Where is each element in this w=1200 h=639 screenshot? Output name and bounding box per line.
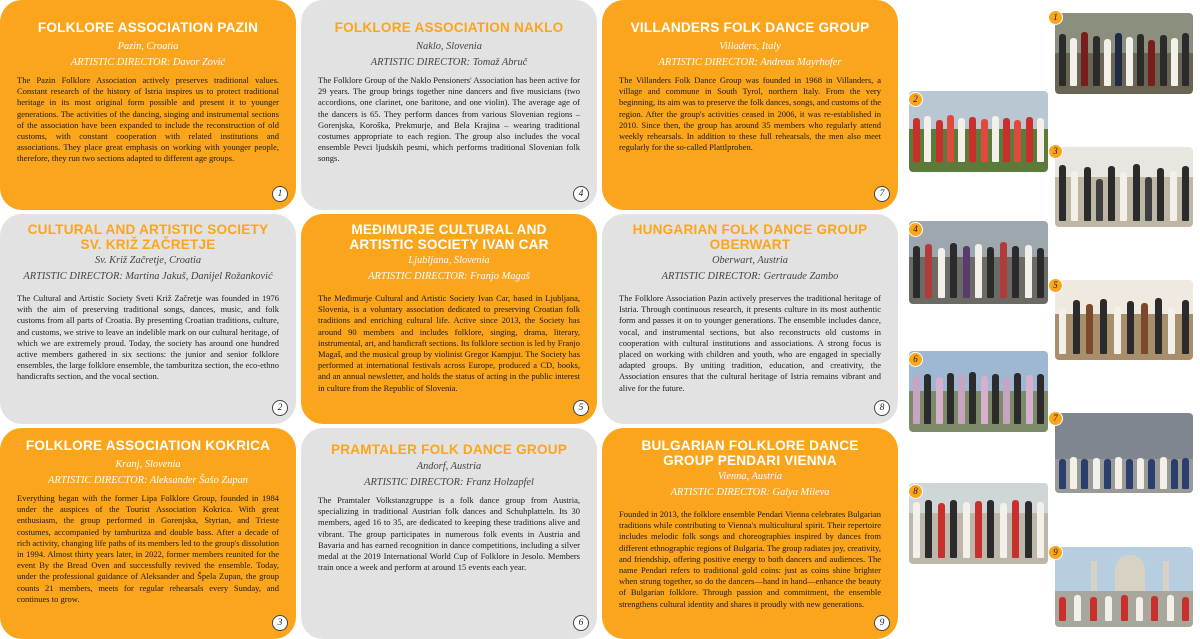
card-number-badge: 5 [573, 400, 589, 416]
photo-group-9 [1055, 547, 1193, 627]
photo-number-badge: 5 [1048, 278, 1063, 293]
photo-group-8 [909, 483, 1048, 564]
group-description: Founded in 2013, the folklore ensemble Pendari Vienna celebrates Bulgarian traditions while contributing to Vienna's multicultural spirit. Their repertoire includes melodic folk songs and choreographies inspired by dances from different ethnographic regions of Bulgaria. The group radiates joy, creativity, and friendship, offering positive energy to both dancers and audiences. The name Pendari refers to traditional gold coins: just as coins shine brighter when strung together, so do the dancers—hand in hand—enhance the beauty of Bulgarian folklore. Through passion and commitment, the ensemble strengthens cultural identity and shares it proudly with new generations. [619, 509, 881, 609]
photo-number-badge: 1 [1048, 10, 1063, 25]
group-description: The Cultural and Artistic Society Sveti Križ Začretje was founded in 1976 with the aim of preserving traditional songs, dances, music, and folk customs from all parts of Croatia. By presenting Croatian traditions, culture, and customs, we strive to leave an indelible mark on our cultural heritage, of which we are extremely proud. Today, the society has around one hundred active members gathered in six sections: the junior and senior folklore ensembles, the large folklore ensemble, the tamburitza section, the eco-ethno handicrafts section, and the vocal section. [17, 293, 279, 382]
photo-group-2 [909, 91, 1048, 172]
photo-number-badge: 8 [908, 484, 923, 499]
group-card [301, 214, 597, 424]
photo-number-badge: 2 [908, 92, 923, 107]
group-card [301, 428, 597, 639]
card-number-badge: 9 [874, 615, 890, 631]
photo-group-6 [909, 351, 1048, 432]
card-number-badge: 7 [874, 186, 890, 202]
group-location: Sv. Križ Začretje, Croatia [94, 255, 202, 266]
group-location: Villaders, Italy [719, 41, 781, 52]
artistic-director: ARTISTIC DIRECTOR: Andreas Mayrhofer [658, 57, 842, 68]
group-description: Everything began with the former Lipa Folklore Group, founded in 1984 under the auspices of the Tourist Association Kokrica. With great enthusiasm, the group performed in Gorenjska, Styrian, and Trieste costumes, accompanied by tamburitza and double bass. After a decade of rich activity, changing life paths of its members led to the group's dissolution in 1994. Almost thirty years later, in 2022, former members reunited for the event By the Bread Oven and successfully revived the ensemble. Today, under the professional guidance of Aleksander and Špela Zupan, the group counts 21 members, meets for regular rehearsals every Sunday, and continues to grow. [17, 493, 279, 604]
group-title: HUNGARIAN FOLK DANCE GROUP OBERWART [632, 222, 868, 252]
photo-number-badge: 9 [1048, 545, 1063, 560]
group-card [301, 0, 597, 210]
group-card [602, 0, 898, 210]
artistic-director: ARTISTIC DIRECTOR: Davor Zović [70, 57, 226, 68]
group-title: FOLKLORE ASSOCIATION KOKRICA [25, 438, 271, 453]
group-card [0, 428, 296, 639]
card-number-badge: 3 [272, 615, 288, 631]
artistic-director: ARTISTIC DIRECTOR: Galya Mileva [670, 487, 830, 498]
group-location: Ljubljana, Slovenia [408, 255, 490, 266]
group-location: Naklo, Slovenia [416, 41, 482, 52]
photo-number-badge: 6 [908, 352, 923, 367]
artistic-director: ARTISTIC DIRECTOR: Franz Holzapfel [364, 477, 534, 488]
group-card [0, 0, 296, 210]
group-description: The Međimurje Cultural and Artistic Society Ivan Car, based in Ljubljana, Slovenia, is a voluntary association dedicated to preserving Croatian folk traditions and enriching cultural life. Active since 2013, the Society has around 90 members and includes folklore, singing, drama, literary, instrumental, art, and handicraft sections. Its folklore section is led by Franjo Magaš, and the musical group by violinist Gregor Kampjut. The Society has performed at international festivals across Europe, produced a CD, books, and an annual newsletter, and holds the status of acting in the public interest in culture from the Republic of Slovenia. [318, 293, 580, 393]
card-number-badge: 8 [874, 400, 890, 416]
artistic-director: ARTISTIC DIRECTOR: Gertraude Zambo [661, 271, 839, 282]
photo-group-3 [1055, 147, 1193, 227]
photo-number-badge: 4 [908, 222, 923, 237]
group-description: The Pazin Folklore Association actively preserves traditional values. Constant research of the history of Istria inspires us to protect traditional heritage in its most original form possible and present it to younger generations. The activities of the dancing, singing and instrumental sections of the association have been expanded to include the reconstruction of old customs, with constant cooperation with related institutions and associations. They place great emphasis on working with younger people, therefore, they run two sections adapted to different age groups. [17, 75, 279, 164]
group-card [602, 428, 898, 639]
photo-group-7 [1055, 413, 1193, 493]
group-title: CULTURAL AND ARTISTIC SOCIETY SV. KRIŽ ZAČRETJE [27, 222, 269, 252]
group-location: Kranj, Slovenia [115, 459, 181, 470]
group-location: Vienna, Austria [717, 471, 783, 482]
group-card [602, 214, 898, 424]
photo-group-4 [909, 221, 1048, 304]
group-description: The Pramtaler Volkstanzgruppe is a folk dance group from Austria, specializing in traditional Austrian folk dances and Schuhplatteln. Its 30 members, aged 16 to 35, are dedicated to keeping these traditions alive and vibrant. The group participates in numerous folk events in Austria and Bavaria and has earned recognition in dance competitions, including a silver medal at the 2019 International World Cup of Folklore in Jesolo. Members train once a week and perform at around 15 events each year. [318, 495, 580, 573]
group-title: FOLKLORE ASSOCIATION NAKLO [334, 20, 564, 35]
group-title: VILLANDERS FOLK DANCE GROUP [630, 20, 870, 35]
photo-number-badge: 7 [1048, 411, 1063, 426]
card-number-badge: 6 [573, 615, 589, 631]
group-title: FOLKLORE ASSOCIATION PAZIN [37, 20, 259, 35]
photo-group-1 [1055, 13, 1193, 94]
card-number-badge: 4 [573, 186, 589, 202]
group-title: MEĐIMURJE CULTURAL AND ARTISTIC SOCIETY IVAN CAR [349, 222, 549, 252]
card-number-badge: 2 [272, 400, 288, 416]
artistic-director: ARTISTIC DIRECTOR: Franjo Magaš [368, 271, 530, 282]
artistic-director: ARTISTIC DIRECTOR: Martina Jakuš, Danijel Rožanković [23, 271, 273, 282]
photo-group-5 [1055, 280, 1193, 360]
group-description: The Villanders Folk Dance Group was founded in 1968 in Villanders, a village and commune in South Tyrol, northern Italy. From the very beginning, its aim was to preserve the folk dances, songs, and customs of the region. After the group's activities ceased in 2006, it was re-established in 2010. Since then, the group has around 35 members who regularly attend weekly rehearsals. In addition to these full rehearsals, the men also meet regularly for the so-called Plattlproben. [619, 75, 881, 153]
card-number-badge: 1 [272, 186, 288, 202]
artistic-director: ARTISTIC DIRECTOR: Tomaž Abruč [370, 57, 528, 68]
group-description: The Folklore Group of the Naklo Pensioners' Association has been active for 29 years. The group brings together nine dancers and five musicians (two accordions, one clarinet, one baritone, and one violin). The average age of the dancers is 65. They perform dances from various Slovenian regions – Gorenjska, Koroška, Prekmurje, and Bela Krajina – wearing traditional costumes appropriate to each region. The group also includes the vocal ensemble Pevci ljudskih pesmi, which performs traditional Slovenian folk songs. [318, 75, 580, 164]
group-description: The Folklore Association Pazin actively preserves the traditional heritage of Istria. Through continuous research, it presents culture in its most authentic form and passes it on to younger generations. The ensemble includes dance, vocal, and instrumental sections, but also reconstructs old customs in cooperation with cultural institutions and associations. A strong focus is placed on working with children and youth, who are engaged in specially adapted groups. By uniting tradition, education, and creativity, the Association ensures that the cultural heritage of Istria remains vibrant and alive for the future. [619, 293, 881, 393]
artistic-director: ARTISTIC DIRECTOR: Aleksander Šašo Zupan [48, 475, 248, 486]
group-card [0, 214, 296, 424]
group-title: PRAMTALER FOLK DANCE GROUP [330, 442, 568, 457]
group-location: Pazin, Croatia [117, 41, 179, 52]
photo-number-badge: 3 [1048, 144, 1063, 159]
group-title: BULGARIAN FOLKLORE DANCE GROUP PENDARI VIENNA [641, 438, 859, 468]
group-location: Oberwart, Austria [711, 255, 789, 266]
group-location: Andorf, Austria [416, 461, 482, 472]
